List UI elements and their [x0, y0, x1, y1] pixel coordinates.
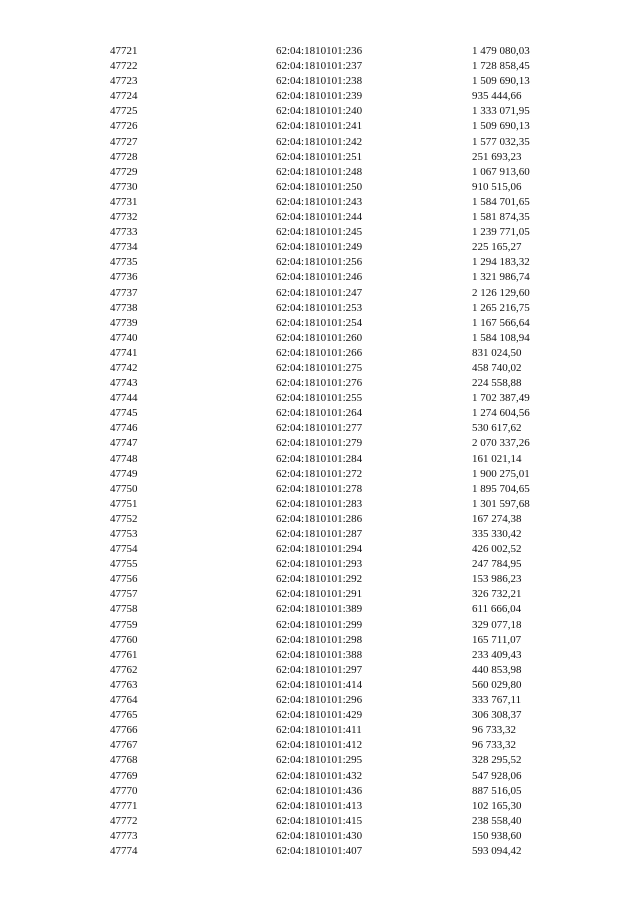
row-number: 47752	[110, 512, 138, 525]
table-row	[0, 663, 640, 678]
row-number: 47760	[110, 633, 138, 646]
cadastral-number: 62:04:1810101:283	[276, 497, 363, 510]
cadastral-number: 62:04:1810101:260	[276, 331, 363, 344]
table-row	[0, 255, 640, 270]
cost-value: 1 509 690,13	[472, 120, 530, 133]
row-number: 47727	[110, 135, 138, 148]
table-row	[0, 527, 640, 542]
cadastral-number: 62:04:1810101:272	[276, 467, 363, 480]
row-number: 47755	[110, 558, 138, 571]
cadastral-number: 62:04:1810101:240	[276, 105, 363, 118]
cost-value: 153 986,23	[472, 573, 522, 586]
cost-value: 102 165,30	[472, 799, 522, 812]
table-row	[0, 74, 640, 89]
cadastral-number: 62:04:1810101:237	[276, 60, 363, 73]
table-row	[0, 753, 640, 768]
row-number: 47762	[110, 663, 138, 676]
row-number: 47765	[110, 709, 138, 722]
cost-value: 1 239 771,05	[472, 226, 530, 239]
cadastral-number: 62:04:1810101:246	[276, 271, 363, 284]
cost-value: 329 077,18	[472, 618, 522, 631]
cost-value: 251 693,23	[472, 150, 522, 163]
cost-value: 1 900 275,01	[472, 467, 530, 480]
cadastral-number: 62:04:1810101:241	[276, 120, 363, 133]
cost-value: 165 711,07	[472, 633, 522, 646]
row-number: 47750	[110, 482, 138, 495]
cadastral-number: 62:04:1810101:291	[276, 588, 363, 601]
cadastral-number: 62:04:1810101:389	[276, 603, 363, 616]
table-row	[0, 301, 640, 316]
cadastral-number: 62:04:1810101:277	[276, 422, 363, 435]
cadastral-number: 62:04:1810101:244	[276, 211, 363, 224]
table-row	[0, 648, 640, 663]
table-row	[0, 738, 640, 753]
row-number: 47749	[110, 467, 138, 480]
table-row	[0, 331, 640, 346]
cadastral-number: 62:04:1810101:407	[276, 844, 363, 857]
cost-value: 1 479 080,03	[472, 45, 530, 57]
cost-value: 1 581 874,35	[472, 211, 530, 224]
cost-value: 335 330,42	[472, 528, 522, 540]
cadastral-number: 62:04:1810101:436	[276, 784, 363, 797]
table-row	[0, 618, 640, 633]
row-number: 47736	[110, 271, 138, 284]
table-row	[0, 602, 640, 617]
cadastral-number: 62:04:1810101:432	[276, 769, 363, 782]
cost-value: 167 274,38	[472, 512, 522, 525]
row-number: 47721	[110, 45, 138, 57]
cost-value: 161 021,14	[472, 452, 522, 465]
row-number: 47725	[110, 105, 138, 118]
cost-value: 247 784,95	[472, 558, 522, 571]
table-row	[0, 557, 640, 572]
cadastral-number: 62:04:1810101:412	[276, 739, 363, 752]
table-row	[0, 421, 640, 436]
table-row	[0, 769, 640, 784]
table-row	[0, 497, 640, 512]
cost-value: 1 333 071,95	[472, 105, 530, 118]
row-number: 47748	[110, 452, 138, 465]
cost-value: 1 294 183,32	[472, 256, 530, 269]
table-row	[0, 633, 640, 648]
cost-value: 2 070 337,26	[472, 437, 530, 450]
cost-value: 225 165,27	[472, 241, 522, 254]
cadastral-number: 62:04:1810101:278	[276, 482, 363, 495]
table-row	[0, 723, 640, 738]
table-row	[0, 150, 640, 165]
cost-value: 1 702 387,49	[472, 392, 530, 405]
cost-value: 530 617,62	[472, 422, 522, 435]
row-number: 47766	[110, 724, 138, 737]
cadastral-number: 62:04:1810101:279	[276, 437, 363, 450]
table-row	[0, 195, 640, 210]
row-number: 47741	[110, 346, 138, 359]
row-number: 47739	[110, 316, 138, 329]
cadastral-number: 62:04:1810101:242	[276, 135, 363, 148]
cost-value: 2 126 129,60	[472, 286, 530, 299]
table-row	[0, 512, 640, 527]
table-row	[0, 240, 640, 255]
cadastral-number: 62:04:1810101:293	[276, 558, 363, 571]
cost-value: 233 409,43	[472, 648, 522, 661]
cost-value: 831 024,50	[472, 346, 522, 359]
row-number: 47773	[110, 829, 138, 842]
row-number: 47745	[110, 407, 138, 420]
cost-value: 333 767,11	[472, 694, 522, 707]
cadastral-number: 62:04:1810101:415	[276, 814, 363, 827]
row-number: 47738	[110, 301, 138, 314]
cost-value: 1 301 597,68	[472, 497, 530, 510]
table-row	[0, 346, 640, 361]
cadastral-number: 62:04:1810101:249	[276, 241, 363, 254]
table-row	[0, 210, 640, 225]
table-row	[0, 799, 640, 814]
cost-value: 328 295,52	[472, 754, 522, 767]
row-number: 47764	[110, 694, 138, 707]
table-row	[0, 784, 640, 799]
cost-value: 887 516,05	[472, 784, 522, 797]
cost-value: 150 938,60	[472, 829, 522, 842]
row-number: 47774	[110, 844, 138, 857]
table-row	[0, 693, 640, 708]
cost-value: 1 584 108,94	[472, 331, 530, 344]
row-number: 47759	[110, 618, 138, 631]
row-number: 47735	[110, 256, 138, 269]
cadastral-number: 62:04:1810101:298	[276, 633, 363, 646]
table-row	[0, 165, 640, 180]
row-number: 47757	[110, 588, 138, 601]
cost-value: 224 558,88	[472, 377, 522, 390]
cadastral-number: 62:04:1810101:243	[276, 195, 363, 208]
cadastral-number: 62:04:1810101:276	[276, 377, 363, 390]
cost-value: 458 740,02	[472, 361, 522, 374]
cost-value: 426 002,52	[472, 543, 522, 556]
row-number: 47747	[110, 437, 138, 450]
table-row	[0, 286, 640, 301]
cadastral-number: 62:04:1810101:251	[276, 150, 363, 163]
table-row	[0, 135, 640, 150]
row-number: 47740	[110, 331, 138, 344]
cost-value: 910 515,06	[472, 180, 522, 193]
row-number: 47737	[110, 286, 138, 299]
table-row	[0, 180, 640, 195]
table-row	[0, 225, 640, 240]
table-row	[0, 542, 640, 557]
row-number: 47733	[110, 226, 138, 239]
table-row	[0, 587, 640, 602]
table-row	[0, 89, 640, 104]
row-number: 47770	[110, 784, 138, 797]
table-row	[0, 391, 640, 406]
cadastral-number: 62:04:1810101:388	[276, 648, 363, 661]
row-number: 47768	[110, 754, 138, 767]
cadastral-number: 62:04:1810101:294	[276, 543, 363, 556]
table-row	[0, 436, 640, 451]
cost-value: 593 094,42	[472, 844, 522, 857]
row-number: 47771	[110, 799, 138, 812]
table-row	[0, 678, 640, 693]
table-row	[0, 316, 640, 331]
cost-value: 1 509 690,13	[472, 75, 530, 88]
row-number: 47734	[110, 241, 138, 254]
row-number: 47753	[110, 528, 138, 540]
table-row	[0, 119, 640, 134]
cadastral-number: 62:04:1810101:411	[276, 724, 362, 737]
cadastral-number: 62:04:1810101:253	[276, 301, 363, 314]
cadastral-number: 62:04:1810101:266	[276, 346, 363, 359]
cadastral-number: 62:04:1810101:296	[276, 694, 363, 707]
cost-value: 326 732,21	[472, 588, 522, 601]
cost-value: 96 733,32	[472, 724, 516, 737]
table-row	[0, 104, 640, 119]
table-row	[0, 361, 640, 376]
table-row	[0, 482, 640, 497]
row-number: 47730	[110, 180, 138, 193]
row-number: 47724	[110, 90, 138, 103]
cost-value: 1 265 216,75	[472, 301, 530, 314]
row-number: 47746	[110, 422, 138, 435]
row-number: 47758	[110, 603, 138, 616]
table-row	[0, 708, 640, 723]
row-number: 47767	[110, 739, 138, 752]
cadastral-number: 62:04:1810101:414	[276, 678, 363, 691]
data-table	[0, 44, 640, 859]
row-number: 47728	[110, 150, 138, 163]
cost-value: 935 444,66	[472, 90, 522, 103]
cadastral-number: 62:04:1810101:429	[276, 709, 363, 722]
cost-value: 440 853,98	[472, 663, 522, 676]
cadastral-number: 62:04:1810101:284	[276, 452, 363, 465]
cost-value: 238 558,40	[472, 814, 522, 827]
row-number: 47729	[110, 165, 138, 178]
cadastral-number: 62:04:1810101:292	[276, 573, 363, 586]
cadastral-number: 62:04:1810101:413	[276, 799, 363, 812]
cost-value: 560 029,80	[472, 678, 522, 691]
cost-value: 1 274 604,56	[472, 407, 530, 420]
table-row	[0, 572, 640, 587]
table-row	[0, 814, 640, 829]
cost-value: 1 728 858,45	[472, 60, 530, 73]
row-number: 47744	[110, 392, 138, 405]
table-row	[0, 270, 640, 285]
cost-value: 1 321 986,74	[472, 271, 530, 284]
row-number: 47731	[110, 195, 138, 208]
row-number: 47743	[110, 377, 138, 390]
cadastral-number: 62:04:1810101:238	[276, 75, 363, 88]
cost-value: 306 308,37	[472, 709, 522, 722]
row-number: 47723	[110, 75, 138, 88]
cadastral-number: 62:04:1810101:297	[276, 663, 363, 676]
table-row	[0, 844, 640, 859]
cost-value: 611 666,04	[472, 603, 522, 616]
row-number: 47751	[110, 497, 138, 510]
cadastral-number: 62:04:1810101:255	[276, 392, 363, 405]
row-number: 47726	[110, 120, 138, 133]
cost-value: 96 733,32	[472, 739, 516, 752]
cadastral-number: 62:04:1810101:286	[276, 512, 363, 525]
cadastral-number: 62:04:1810101:245	[276, 226, 363, 239]
cadastral-number: 62:04:1810101:256	[276, 256, 363, 269]
cost-value: 547 928,06	[472, 769, 522, 782]
table-row	[0, 406, 640, 421]
row-number: 47742	[110, 361, 138, 374]
cadastral-number: 62:04:1810101:247	[276, 286, 363, 299]
cadastral-number: 62:04:1810101:275	[276, 361, 363, 374]
row-number: 47754	[110, 543, 138, 556]
cadastral-number: 62:04:1810101:248	[276, 165, 363, 178]
cadastral-number: 62:04:1810101:264	[276, 407, 363, 420]
row-number: 47756	[110, 573, 138, 586]
cost-value: 1 577 032,35	[472, 135, 530, 148]
table-row	[0, 59, 640, 74]
cost-value: 1 167 566,64	[472, 316, 530, 329]
table-row	[0, 44, 640, 59]
cadastral-number: 62:04:1810101:236	[276, 45, 363, 57]
row-number: 47722	[110, 60, 138, 73]
cost-value: 1 584 701,65	[472, 195, 530, 208]
row-number: 47772	[110, 814, 138, 827]
cost-value: 1 895 704,65	[472, 482, 530, 495]
row-number: 47761	[110, 648, 138, 661]
cadastral-number: 62:04:1810101:287	[276, 528, 363, 540]
cadastral-number: 62:04:1810101:299	[276, 618, 363, 631]
table-row	[0, 829, 640, 844]
cadastral-number: 62:04:1810101:430	[276, 829, 363, 842]
cadastral-number: 62:04:1810101:239	[276, 90, 363, 103]
row-number: 47763	[110, 678, 138, 691]
cost-value: 1 067 913,60	[472, 165, 530, 178]
table-row	[0, 452, 640, 467]
cadastral-number: 62:04:1810101:254	[276, 316, 363, 329]
table-row	[0, 467, 640, 482]
cadastral-number: 62:04:1810101:250	[276, 180, 363, 193]
table-row	[0, 376, 640, 391]
row-number: 47769	[110, 769, 138, 782]
row-number: 47732	[110, 211, 138, 224]
cadastral-number: 62:04:1810101:295	[276, 754, 363, 767]
